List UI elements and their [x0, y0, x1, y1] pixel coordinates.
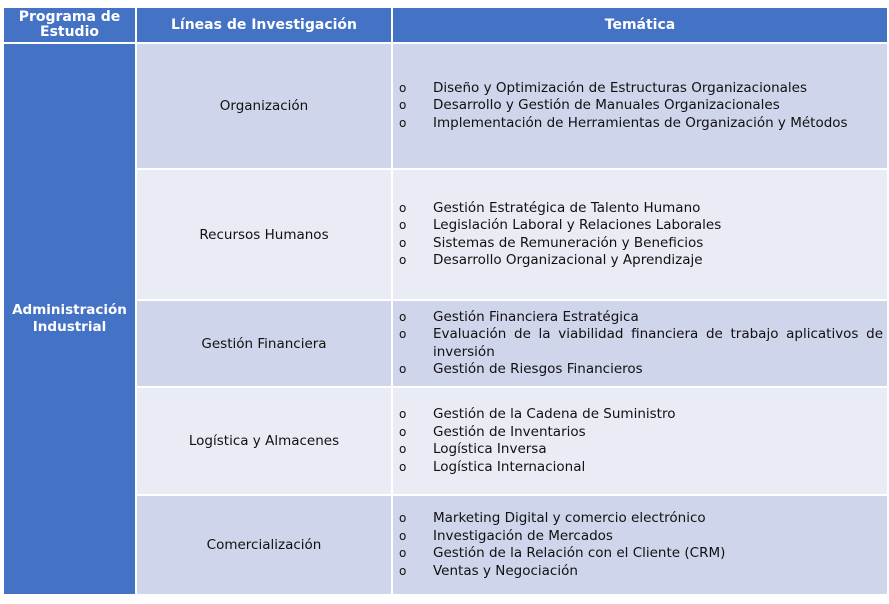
- bullet-icon: o: [399, 218, 407, 232]
- header-tematica: Temática: [392, 7, 888, 43]
- bullet-icon: o: [399, 424, 407, 439]
- topic-text: Implementación de Herramientas de Organización y Métodos: [433, 114, 848, 131]
- topic-text: Gestión Estratégica de Talento Humano: [433, 199, 701, 216]
- topic-text: Desarrollo y Gestión de Manuales Organizacionales: [433, 97, 780, 114]
- bullet-icon: o: [399, 80, 407, 95]
- topic-text: Gestión Financiera Estratégica: [433, 308, 639, 325]
- topics-cell: [392, 43, 888, 169]
- table-row: [3, 169, 888, 300]
- bullet-icon: o: [399, 327, 407, 341]
- topic-text: Gestión de la Relación con el Cliente (CRM): [433, 545, 726, 561]
- list-item: [399, 326, 883, 361]
- list-item: [399, 252, 883, 270]
- topic-text: Ventas y Negociación: [433, 562, 578, 579]
- research-lines-table: [2, 6, 889, 596]
- table-row: [3, 43, 888, 169]
- list-item: [399, 80, 883, 98]
- table-row: [3, 387, 888, 495]
- bullet-icon: o: [399, 309, 407, 324]
- list-item: [399, 424, 883, 442]
- bullet-icon: o: [399, 407, 407, 421]
- list-item: [399, 406, 883, 424]
- topic-text: Logística Inversa: [433, 441, 547, 457]
- topics-cell: [392, 387, 888, 495]
- bullet-icon: o: [399, 98, 407, 113]
- bullet-icon: o: [399, 362, 407, 376]
- topic-text: Logística Internacional: [433, 458, 586, 475]
- table-row: [3, 300, 888, 387]
- bullet-icon: o: [399, 442, 407, 456]
- header-lineas: Líneas de Investigación: [136, 7, 392, 43]
- bullet-icon: o: [399, 115, 407, 130]
- topics-cell: [392, 169, 888, 300]
- list-item: [399, 545, 883, 563]
- programa-cell: Administración Industrial: [3, 43, 136, 595]
- list-item: [399, 309, 883, 327]
- list-item: [399, 510, 883, 528]
- topic-text: Legislación Laboral y Relaciones Laborales: [433, 217, 722, 233]
- bullet-icon: o: [399, 511, 407, 525]
- list-item: [399, 459, 883, 477]
- table-row: [3, 495, 888, 595]
- line-cell: Recursos Humanos: [136, 169, 392, 300]
- topics-cell: [392, 300, 888, 387]
- header-row: [3, 7, 888, 43]
- line-cell: Organización: [136, 43, 392, 169]
- line-cell: Comercialización: [136, 495, 392, 595]
- bullet-icon: o: [399, 528, 407, 543]
- topics-cell: [392, 495, 888, 595]
- topic-text: Gestión de Riesgos Financieros: [433, 361, 643, 377]
- header-programa: Programa de Estudio: [3, 7, 136, 43]
- list-item: [399, 361, 883, 379]
- bullet-icon: o: [399, 253, 407, 267]
- bullet-icon: o: [399, 235, 407, 250]
- list-item: [399, 115, 883, 133]
- topic-text: Diseño y Optimización de Estructuras Organizacionales: [433, 79, 807, 96]
- topic-text: Sistemas de Remuneración y Beneficios: [433, 234, 704, 251]
- bullet-icon: o: [399, 200, 407, 215]
- topic-text: Gestión de Inventarios: [433, 423, 586, 440]
- topic-text: Investigación de Mercados: [433, 527, 613, 544]
- list-item: [399, 441, 883, 459]
- topic-text: Evaluación de la viabilidad financiera de trabajo aplicativos de inversión: [433, 326, 883, 360]
- list-item: [399, 200, 883, 218]
- list-item: [399, 528, 883, 546]
- list-item: [399, 235, 883, 253]
- topic-text: Desarrollo Organizacional y Aprendizaje: [433, 252, 703, 268]
- list-item: [399, 97, 883, 115]
- line-cell: Gestión Financiera: [136, 300, 392, 387]
- topic-text: Marketing Digital y comercio electrónico: [433, 510, 706, 526]
- list-item: [399, 217, 883, 235]
- topic-text: Gestión de la Cadena de Suministro: [433, 406, 676, 422]
- bullet-icon: o: [399, 563, 407, 578]
- list-item: [399, 563, 883, 581]
- line-cell: Logística y Almacenes: [136, 387, 392, 495]
- bullet-icon: o: [399, 459, 407, 474]
- bullet-icon: o: [399, 546, 407, 560]
